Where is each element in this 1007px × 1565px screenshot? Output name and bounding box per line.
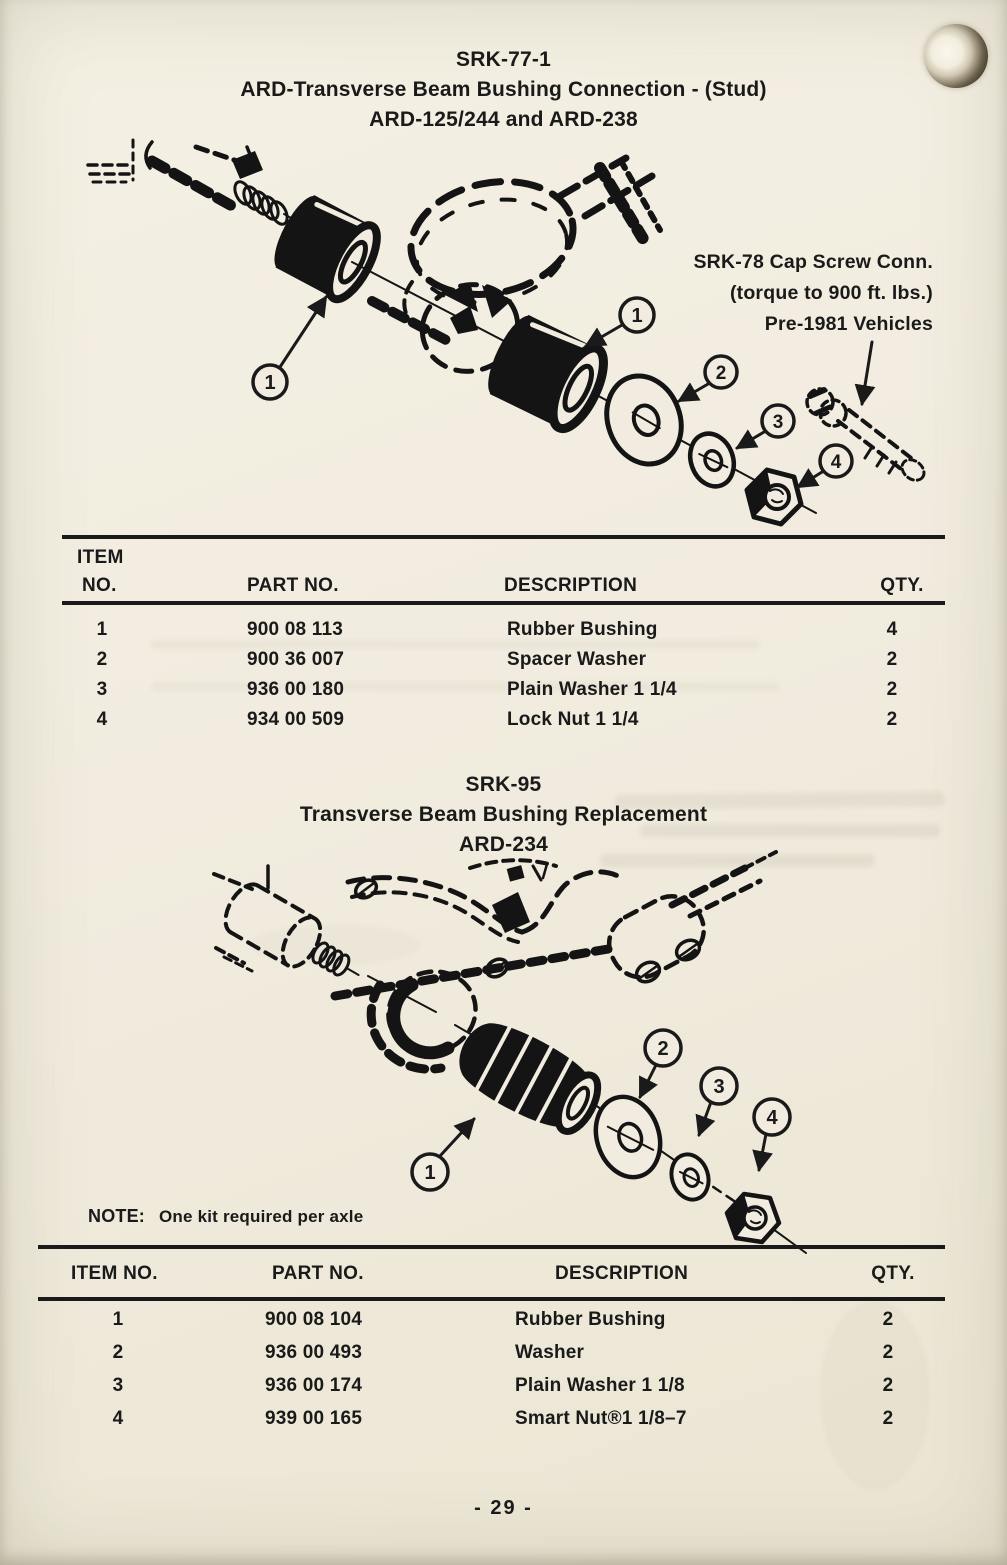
col-header-qty: QTY. [880, 575, 924, 596]
callout-1a [253, 297, 326, 399]
stud-bolt-icon [88, 140, 300, 227]
qty: 2 [882, 1408, 894, 1429]
section2-models: ARD-234 [459, 833, 548, 856]
part-no: 936 00 180 [247, 679, 345, 700]
lock-nut-icon [747, 470, 801, 524]
annotation-line2: (torque to 900 ft. lbs.) [729, 282, 933, 304]
callout-3 [699, 1068, 737, 1135]
parts-table-srk-77-1 [62, 535, 945, 744]
callout-1b [586, 298, 654, 346]
callout-2 [640, 1030, 681, 1097]
table-row [62, 619, 945, 649]
svg-text:1: 1 [631, 305, 643, 327]
col-header-description: DESCRIPTION [504, 575, 638, 596]
description: Plain Washer 1 1/8 [515, 1375, 685, 1396]
header-rule [62, 601, 945, 605]
callout-2 [679, 356, 737, 401]
col-header-qty: QTY. [871, 1263, 915, 1284]
page-number: - 29 - [474, 1497, 533, 1519]
callout-1 [412, 1119, 474, 1190]
description: Lock Nut 1 1/4 [507, 709, 639, 730]
col-header-part: PART NO. [247, 575, 339, 596]
description: Rubber Bushing [507, 619, 658, 640]
part-no: 936 00 174 [265, 1375, 363, 1396]
cap-screw-annotation [693, 247, 933, 340]
spacer-washer-icon [595, 365, 693, 474]
part-no: 939 00 165 [265, 1408, 363, 1429]
item-no: 4 [96, 709, 108, 730]
table-row [38, 1375, 945, 1408]
description: Spacer Washer [507, 649, 647, 670]
item-no: 1 [112, 1309, 124, 1330]
table-row [38, 1309, 945, 1342]
diagram-srk-95 [214, 852, 806, 1253]
note-text: One kit required per axle [159, 1207, 364, 1226]
rubber-bushing-2-icon [479, 310, 614, 436]
washer-icon [586, 1088, 670, 1185]
qty: 4 [886, 619, 898, 640]
section2-heading [0, 770, 1007, 860]
item-no: 2 [112, 1342, 124, 1363]
col-header-item-line2: NO. [82, 575, 117, 596]
item-no: 4 [112, 1408, 124, 1429]
qty: 2 [882, 1342, 894, 1363]
annotation-line3: Pre-1981 Vehicles [764, 313, 933, 335]
description: Plain Washer 1 1/4 [507, 679, 677, 700]
description: Rubber Bushing [515, 1309, 666, 1330]
description: Washer [515, 1342, 585, 1363]
table-row [62, 709, 945, 739]
callout-4 [798, 445, 852, 487]
item-no: 3 [96, 679, 108, 700]
annotation-line1: SRK-78 Cap Screw Conn. [693, 251, 933, 273]
table-row [62, 679, 945, 709]
qty: 2 [886, 649, 898, 670]
qty: 2 [882, 1375, 894, 1396]
annotation-arrow [862, 342, 872, 404]
item-no: 3 [112, 1375, 124, 1396]
header-rule [38, 1297, 945, 1301]
part-no: 900 36 007 [247, 649, 345, 670]
svg-text:2: 2 [715, 363, 727, 384]
svg-text:1: 1 [424, 1162, 436, 1184]
svg-text:4: 4 [766, 1107, 778, 1129]
note-label: NOTE: [88, 1206, 145, 1226]
table-row [38, 1408, 945, 1441]
col-header-description: DESCRIPTION [555, 1263, 689, 1284]
section1-code: SRK-77-1 [456, 48, 551, 71]
plain-washer-icon [683, 427, 741, 492]
section1-models: ARD-125/244 and ARD-238 [369, 108, 638, 131]
table-row [62, 649, 945, 679]
callout-4 [754, 1099, 790, 1170]
smart-nut-icon [727, 1194, 779, 1242]
item-no: 2 [96, 649, 108, 670]
col-header-item: ITEM NO. [71, 1263, 158, 1284]
section1-title: ARD-Transverse Beam Bushing Connection - (Stud) [240, 78, 767, 101]
parts-table-srk-95 [38, 1245, 945, 1434]
flange-plate-outline [599, 852, 776, 988]
pivot-stud-icon [214, 866, 372, 998]
qty: 2 [886, 679, 898, 700]
qty: 2 [882, 1309, 894, 1330]
qty: 2 [886, 709, 898, 730]
part-no: 900 08 113 [247, 619, 344, 640]
col-header-item-line1: ITEM [77, 547, 124, 568]
section2-code: SRK-95 [465, 773, 542, 796]
section2-title: Transverse Beam Bushing Replacement [299, 803, 708, 826]
part-no: 936 00 493 [265, 1342, 363, 1363]
description: Smart Nut®1 1/8–7 [515, 1408, 687, 1429]
part-no: 934 00 509 [247, 709, 345, 730]
plain-washer-2-icon [666, 1150, 714, 1205]
callout-3 [737, 405, 794, 448]
svg-text:4: 4 [830, 452, 842, 473]
svg-text:3: 3 [772, 412, 784, 433]
note [88, 1206, 363, 1227]
table-row [38, 1342, 945, 1375]
svg-text:3: 3 [713, 1076, 725, 1098]
svg-text:2: 2 [657, 1038, 669, 1060]
item-no: 1 [96, 619, 108, 640]
part-no: 900 08 104 [265, 1309, 363, 1330]
svg-text:1: 1 [264, 372, 276, 394]
col-header-part: PART NO. [272, 1263, 364, 1284]
